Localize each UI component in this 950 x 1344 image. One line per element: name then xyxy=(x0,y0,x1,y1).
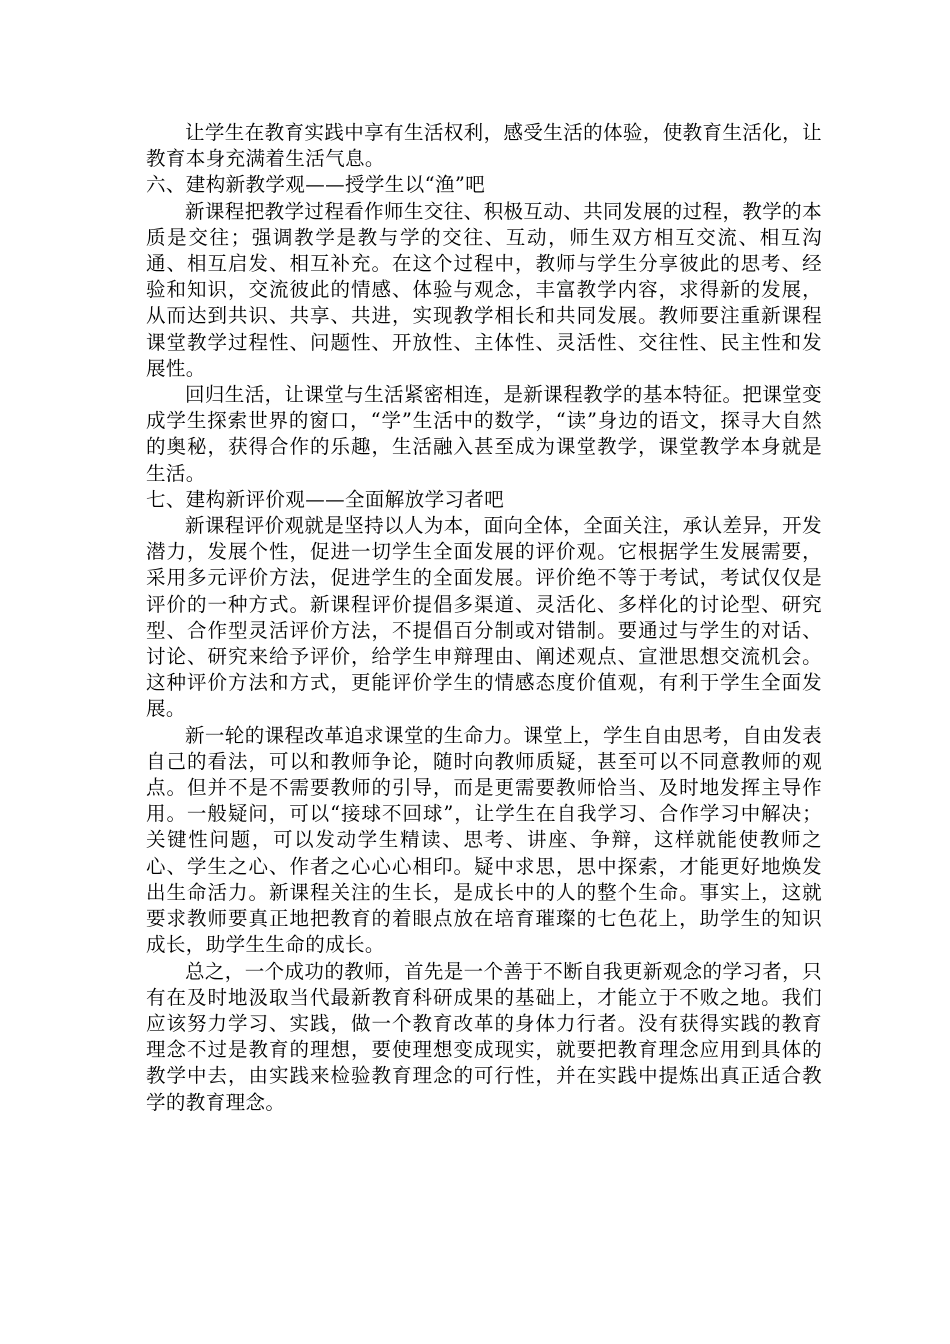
paragraph-return-to-life: 回归生活，让课堂与生活紧密相连，是新课程教学的基本特征。把课堂变成学生探索世界的窗口，“学”生活中的数学，“读”身边的语文，探寻大自然的奥秘，获得合作的乐趣，生活融入甚至成为课堂教学，课堂教学本身就是生活。 xyxy=(146,383,822,485)
paragraph-classroom-vitality: 新一轮的课程改革追求课堂的生命力。课堂上，学生自由思考，自由发表自己的看法，可以和教师争论，随时向教师质疑，甚至可以不同意教师的观点。但并不是不需要教师的引导，而是更需要教师恰当、及时地发挥主导作用。一般疑问，可以“接球不回球”，让学生在自我学习、合作学习中解决；关键性问题，可以发动学生精读、思考、讲座、争辩，这样就能使教师之心、学生之心、作者之心心心相印。疑中求思，思中探索，才能更好地焕发出生命活力。新课程关注的生长，是成长中的人的整个生命。事实上，这就要求教师要真正地把教育的着眼点放在培育璀璨的七色花上，助学生的知识成长，助学生生命的成长。 xyxy=(146,723,822,957)
paragraph-life-education: 让学生在教育实践中享有生活权利，感受生活的体验，使教育生活化，让教育本身充满着生活气息。 xyxy=(146,121,822,171)
section-heading-6: 六、建构新教学观——授学生以“渔”吧 xyxy=(146,173,486,197)
section-heading-7: 七、建构新评价观——全面解放学习者吧 xyxy=(146,487,505,511)
paragraph-evaluation: 新课程评价观就是坚持以人为本，面向全体，全面关注，承认差异，开发潜力，发展个性，促进一切学生全面发展的评价观。它根据学生发展需要，采用多元评价方法，促进学生的全面发展。评价绝不等于考试，考试仅仅是评价的一种方式。新课程评价提倡多渠道、灵活化、多样化的讨论型、研究型、合作型灵活评价方法，不提倡百分制或对错制。要通过与学生的对话、讨论、研究来给予评价，给学生申辩理由、阐述观点、宣泄思想交流机会。这种评价方法和方式，更能评价学生的情感态度价值观，有利于学生全面发展。 xyxy=(146,514,822,721)
document-page xyxy=(146,120,822,1116)
paragraph-conclusion: 总之，一个成功的教师，首先是一个善于不断自我更新观念的学习者，只有在及时地汲取当代最新教育科研成果的基础上，才能立于不败之地。我们应该努力学习、实践，做一个教育改革的身体力行者。没有获得实践的教育理念不过是教育的理想，要使理想变成现实，就要把教育理念应用到具体的教学中去，由实践来检验教育理念的可行性，并在实践中提炼出真正适合教学的教育理念。 xyxy=(146,959,822,1114)
paragraph-teaching-process: 新课程把教学过程看作师生交往、积极互动、共同发展的过程，教学的本质是交往；强调教学是教与学的交往、互动，师生双方相互交流、相互沟通、相互启发、相互补充。在这个过程中，教师与学生分享彼此的思考、经验和知识，交流彼此的情感、体验与观念，丰富教学内容，求得新的发展，从而达到共识、共享、共进，实现教学相长和共同发展。教师要注重新课程课堂教学过程性、问题性、开放性、主体性、灵活性、交往性、民主性和发展性。 xyxy=(146,199,822,380)
